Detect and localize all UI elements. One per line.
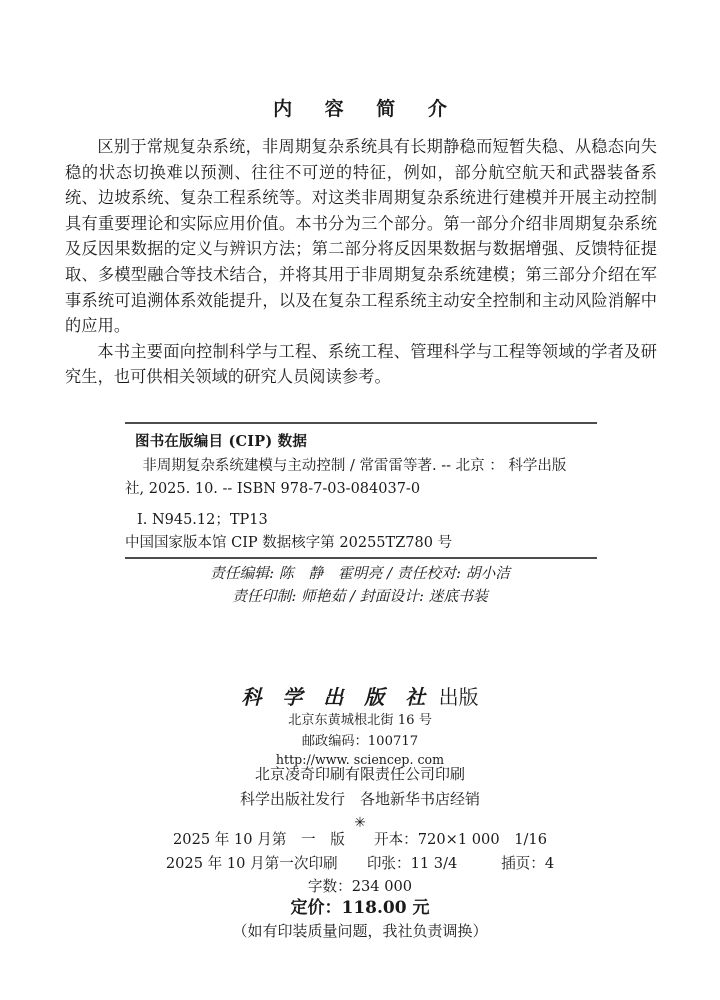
- page-title: 内 容 简 介: [273, 98, 460, 120]
- printer-name: 北京凌奇印刷有限责任公司印刷: [254, 765, 465, 783]
- edition-line: 2025 年 10 月第 一 版 开本：720×1 000 1/16: [173, 831, 547, 848]
- publisher-postcode: 邮政编码：100717: [301, 733, 419, 749]
- publisher-address: 北京东黄城根北街 16 号: [288, 713, 432, 728]
- cip-archive-number: 中国国家版本馆 CIP 数据核字第 20255TZ780 号: [125, 535, 453, 551]
- publisher-imprint: [0, 684, 720, 769]
- abstract-paragraph-1: 区别于常规复杂系统，非周期复杂系统具有长期静稳而短暂失稳、从稳态向失稳的状态切换难以预测、往往不可逆的特征，例如，部分航空航天和武器装备系统、边坡系统、复杂工程系统等。对这类非周期复杂系统进行建模并开展主动控制具有重要理论和实际应用价值。本书分为三个部分。第一部分介绍非周期复杂系统及反因果数据的定义与辨识方法；第二部分将反因果数据与数据增强、反馈特征提取、多模型融合等技术结合，并将其用于非周期复杂系统建模；第三部分介绍在军事系统可追溯体系效能提升，以及在复杂工程系统主动安全控制和主动风险消解中的应用。: [65, 137, 657, 336]
- publisher-name-line: [0, 684, 720, 710]
- exchange-notice: （如有印装质量问题，我社负责调换）: [232, 922, 488, 940]
- printing-block: [0, 762, 720, 834]
- publisher-logo-text: 科 学 出 版 社: [241, 685, 433, 709]
- publisher-website[interactable]: http://www. sciencep. com: [275, 752, 445, 767]
- divider-top: [125, 422, 597, 424]
- abstract-paragraph-2: 本书主要面向控制科学与工程、系统工程、管理科学与工程等领域的学者及研究生，也可供相关领域的研究人员阅读参考。: [65, 341, 657, 387]
- asterisk-separator-icon: ✳: [354, 815, 366, 831]
- cip-entry-line-2: 社, 2025. 10. -- ISBN 978-7-03-084037-0: [125, 481, 421, 497]
- credit-production-line: 责任印制: 师艳茹 / 封面设计: 迷底书装: [232, 588, 488, 605]
- price-line: 定价：118.00 元: [290, 898, 430, 918]
- word-count-line: 字数：234 000: [307, 878, 413, 895]
- credit-editor-line: 责任编辑: 陈 静 霍明亮 / 责任校对: 胡小洁: [209, 565, 511, 582]
- cip-block: [125, 430, 605, 555]
- credits-block: [0, 562, 720, 608]
- divider-middle: [125, 557, 597, 559]
- abstract-block: [65, 134, 657, 390]
- cip-heading: 图书在版编目 (CIP) 数据: [135, 433, 308, 450]
- cip-classification: Ⅰ. N945.12；TP13: [137, 512, 268, 528]
- edition-specs-block: [0, 828, 720, 899]
- publisher-publish-suffix: 出版: [432, 685, 479, 709]
- cip-entry-line-1: 非周期复杂系统建模与主动控制 / 常雷雷等著. -- 北京 ： 科学出版: [142, 458, 567, 474]
- distribution-line: 科学出版社发行 各地新华书店经销: [239, 790, 480, 808]
- impression-line: 2025 年 10 月第一次印刷 印张：11 3/4 插页：4: [165, 854, 555, 872]
